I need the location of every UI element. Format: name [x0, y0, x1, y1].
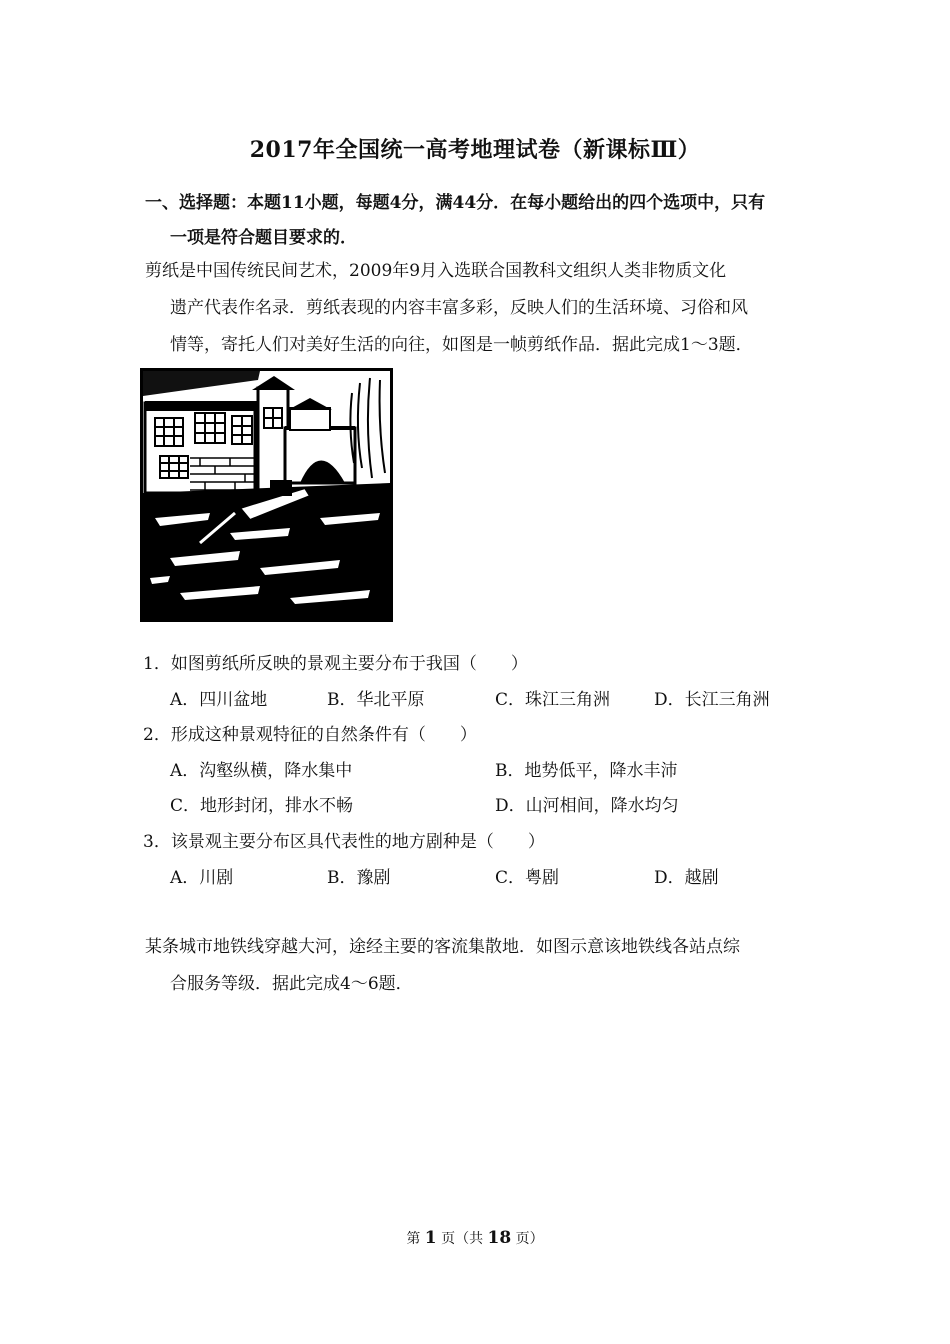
intro-paragraph-1: [145, 253, 815, 364]
section-heading-line-1: 一、选择题：本题11小题，每题4分，满44分．在每小题给出的四个选项中，只有: [145, 193, 766, 213]
footer-suffix: 页）: [515, 1231, 544, 1247]
question-2: 2．形成这种景观特征的自然条件有（ ）: [143, 725, 477, 745]
q1-option-a[interactable]: A．四川盆地: [170, 690, 268, 710]
intro1-line-2: 遗产代表作名录．剪纸表现的内容丰富多彩，反映人们的生活环境、习俗和风: [170, 298, 748, 318]
footer-prefix: 第: [406, 1231, 421, 1247]
intro2-line-2: 合服务等级．据此完成4～6题．: [170, 974, 413, 994]
section-heading-line-2: 一项是符合题目要求的．: [170, 228, 357, 248]
footer-total-pages: 18: [487, 1228, 512, 1248]
q3-option-d[interactable]: D．越剧: [654, 868, 719, 888]
q2-option-d[interactable]: D．山河相间，降水均匀: [495, 796, 679, 816]
intro1-line-1: 剪纸是中国传统民间艺术，2009年9月入选联合国教科文组织人类非物质文化: [145, 261, 727, 281]
page-footer: [0, 1228, 950, 1248]
q1-option-b[interactable]: B．华北平原: [327, 690, 425, 710]
intro-paragraph-2: [145, 929, 815, 1003]
intro1-line-3: 情等，寄托人们对美好生活的向往，如图是一帧剪纸作品．据此完成1～3题．: [170, 335, 753, 355]
q3-option-a[interactable]: A．川剧: [170, 868, 234, 888]
section-heading: [145, 186, 815, 256]
q3-option-c[interactable]: C．粤剧: [495, 868, 560, 888]
q1-option-c[interactable]: C．珠江三角洲: [495, 690, 611, 710]
paper-cut-image: [140, 368, 393, 622]
footer-page-number: 1: [424, 1228, 437, 1248]
question-3: 3．该景观主要分布区具代表性的地方剧种是（ ）: [143, 832, 545, 852]
q2-option-a[interactable]: A．沟壑纵横，降水集中: [170, 761, 353, 781]
question-1: 1．如图剪纸所反映的景观主要分布于我国（ ）: [143, 654, 528, 674]
page-title: 2017年全国统一高考地理试卷（新课标Ⅲ）: [249, 137, 701, 163]
footer-middle: 页（共: [441, 1231, 484, 1247]
intro2-line-1: 某条城市地铁线穿越大河，途经主要的客流集散地．如图示意该地铁线各站点综: [145, 937, 740, 957]
q3-option-b[interactable]: B．豫剧: [327, 868, 391, 888]
q2-option-c[interactable]: C．地形封闭，排水不畅: [170, 796, 354, 816]
q2-option-b[interactable]: B．地势低平，降水丰沛: [495, 761, 678, 781]
q1-option-d[interactable]: D．长江三角洲: [654, 690, 770, 710]
